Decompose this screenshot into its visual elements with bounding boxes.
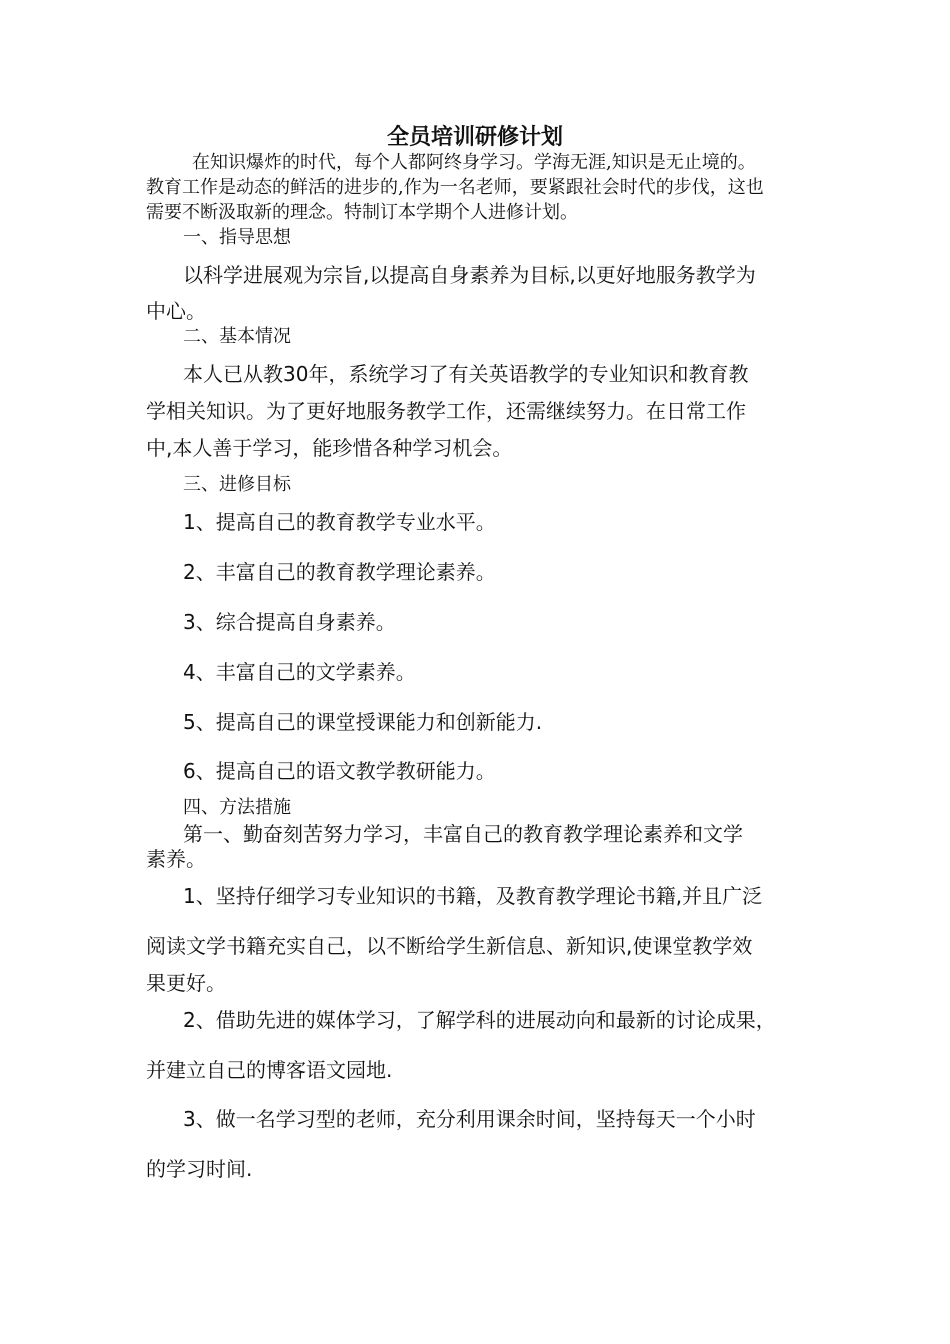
goal-item-6: 6、提高自己的语文教学教研能力。 bbox=[183, 759, 496, 783]
section2-line-1: 本人已从教30年，系统学习了有关英语教学的专业知识和教育教 bbox=[183, 362, 749, 386]
intro-line-1: 在知识爆炸的时代，每个人都阿终身学习。学海无涯,知识是无止境的。 bbox=[192, 152, 756, 173]
method-item1-line-2: 阅读文学书籍充实自己，以不断给学生新信息、新知识,使课堂教学效 bbox=[146, 934, 753, 958]
goal-item-3: 3、综合提高自身素养。 bbox=[183, 610, 396, 634]
goal-item-1: 1、提高自己的教育教学专业水平。 bbox=[183, 510, 496, 534]
intro-line-2: 教育工作是动态的鲜活的进步的,作为一名老师，要紧跟社会时代的步伐，这也 bbox=[146, 177, 764, 198]
goal-item-4: 4、丰富自己的文学素养。 bbox=[183, 660, 416, 684]
goal-item-2: 2、丰富自己的教育教学理论素养。 bbox=[183, 560, 496, 584]
section-heading-methods: 四、方法措施 bbox=[183, 797, 291, 818]
method-item3-line-1: 3、做一名学习型的老师，充分利用课余时间，坚持每天一个小时 bbox=[183, 1107, 756, 1131]
method-item2-line-1: 2、借助先进的媒体学习，了解学科的进展动向和最新的讨论成果， bbox=[183, 1008, 776, 1032]
section2-line-2: 学相关知识。为了更好地服务教学工作，还需继续努力。在日常工作 bbox=[146, 399, 746, 423]
section-heading-goals: 三、进修目标 bbox=[183, 474, 291, 495]
methods-subheading-line-2: 素养。 bbox=[146, 847, 206, 871]
method-item2-line-2: 并建立自己的博客语文园地. bbox=[146, 1058, 393, 1082]
section-heading-basic: 二、基本情况 bbox=[183, 326, 291, 347]
document-title: 全员培训研修计划 bbox=[386, 124, 563, 150]
section-heading-guiding: 一、指导思想 bbox=[183, 227, 291, 248]
method-item1-line-3: 果更好。 bbox=[146, 971, 226, 995]
section1-line-1: 以科学进展观为宗旨,以提高自身素养为目标,以更好地服务教学为 bbox=[183, 263, 756, 287]
method-item1-line-1: 1、坚持仔细学习专业知识的书籍，及教育教学理论书籍,并且广泛 bbox=[183, 884, 763, 908]
section2-line-3: 中,本人善于学习，能珍惜各种学习机会。 bbox=[146, 436, 513, 460]
methods-subheading-line-1: 第一、勤奋刻苦努力学习，丰富自己的教育教学理论素养和文学 bbox=[183, 822, 743, 846]
section1-line-2: 中心。 bbox=[146, 299, 206, 323]
method-item3-line-2: 的学习时间. bbox=[146, 1157, 253, 1181]
intro-line-3: 需要不断汲取新的理念。特制订本学期个人进修计划。 bbox=[146, 202, 578, 223]
goal-item-5: 5、提高自己的课堂授课能力和创新能力. bbox=[183, 710, 543, 734]
